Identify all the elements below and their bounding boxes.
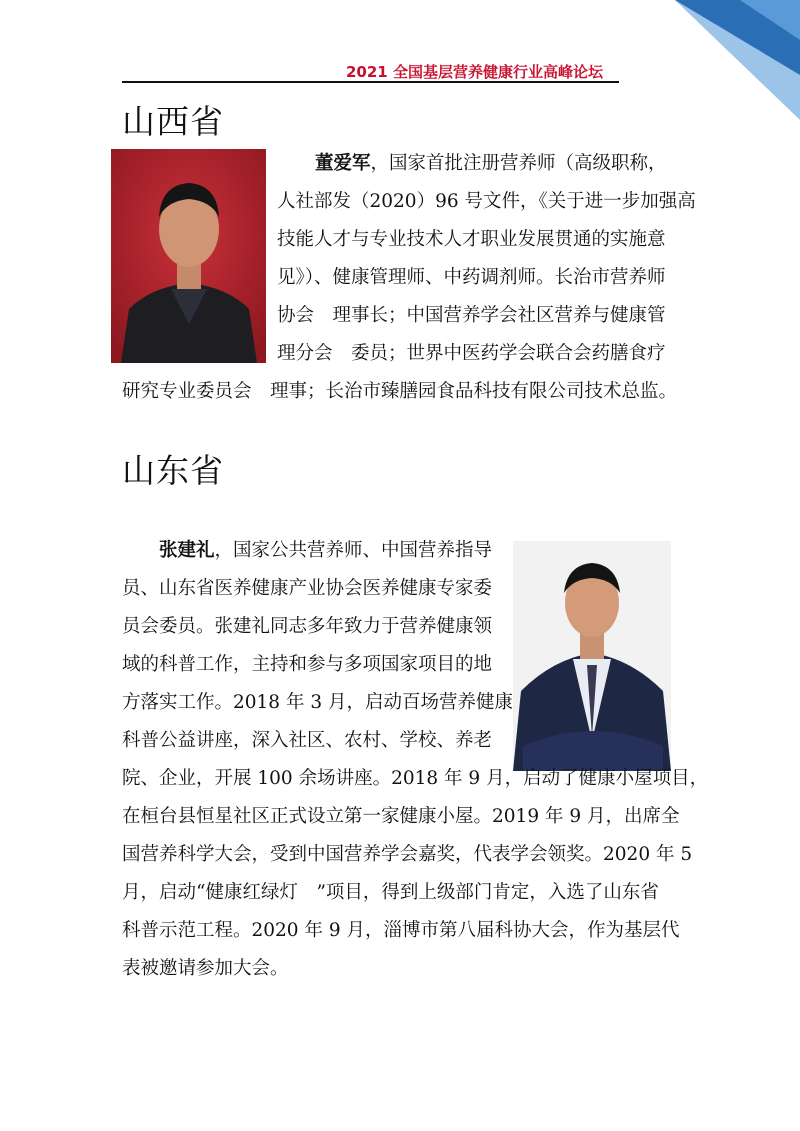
bio-line: 方落实工作。2018 年 3 月，启动百场营养健康 (122, 692, 513, 713)
bio-line: 国营养科学大会，受到中国营养学会嘉奖，代表学会领奖。2020 年 5 (122, 844, 693, 865)
person-name: 张建礼 (159, 540, 215, 561)
province-heading-shanxi: 山西省 (122, 102, 224, 141)
header-rule (122, 81, 619, 83)
bio-line: 表被邀请参加大会。 (122, 958, 289, 979)
header-title: 2021 全国基层营养健康行业高峰论坛 (346, 63, 603, 81)
bio-line: 在桓台县恒星社区正式设立第一家健康小屋。2019 年 9 月，出席全 (122, 806, 680, 827)
corner-decoration (620, 0, 800, 120)
province-heading-shandong: 山东省 (122, 451, 224, 490)
bio-line: 张建礼，国家公共营养师、中国营养指导 (159, 540, 493, 561)
bio-line: 科普公益讲座，深入社区、农村、学校、养老 (122, 730, 493, 751)
bio-line: 院、企业，开展 100 余场讲座。2018 年 9 月，启动了健康小屋项目， (122, 768, 709, 789)
bio-line: 技能人才与专业技术人才职业发展贯通的实施意 (277, 229, 666, 250)
bio-line: 理分会 委员；世界中医药学会联合会药膳食疗 (277, 343, 666, 364)
bio-paragraph-dong (122, 145, 696, 411)
bio-line: 董爱军，国家首批注册营养师（高级职称， (315, 153, 667, 174)
bio-paragraph-zhang (122, 532, 708, 988)
bio-line: 研究专业委员会 理事；长治市臻膳园食品科技有限公司技术总监。 (122, 381, 678, 402)
bio-line: 协会 理事长；中国营养学会社区营养与健康管 (277, 305, 666, 326)
bio-line: 人社部发（2020）96 号文件，《关于进一步加强高 (277, 191, 696, 212)
bio-line: 域的科普工作，主持和参与多项国家项目的地 (122, 654, 493, 675)
bio-line: 员会委员。张建礼同志多年致力于营养健康领 (122, 616, 493, 637)
person-name: 董爱军 (315, 153, 371, 174)
bio-line: 见》）、健康管理师、中药调剂师。长治市营养师 (277, 267, 666, 288)
bio-line: 月，启动“健康红绿灯 ”项目，得到上级部门肯定，入选了山东省 (122, 882, 659, 903)
bio-line: 员、山东省医养健康产业协会医养健康专家委 (122, 578, 493, 599)
bio-line: 科普示范工程。2020 年 9 月，淄博市第八届科协大会，作为基层代 (122, 920, 680, 941)
